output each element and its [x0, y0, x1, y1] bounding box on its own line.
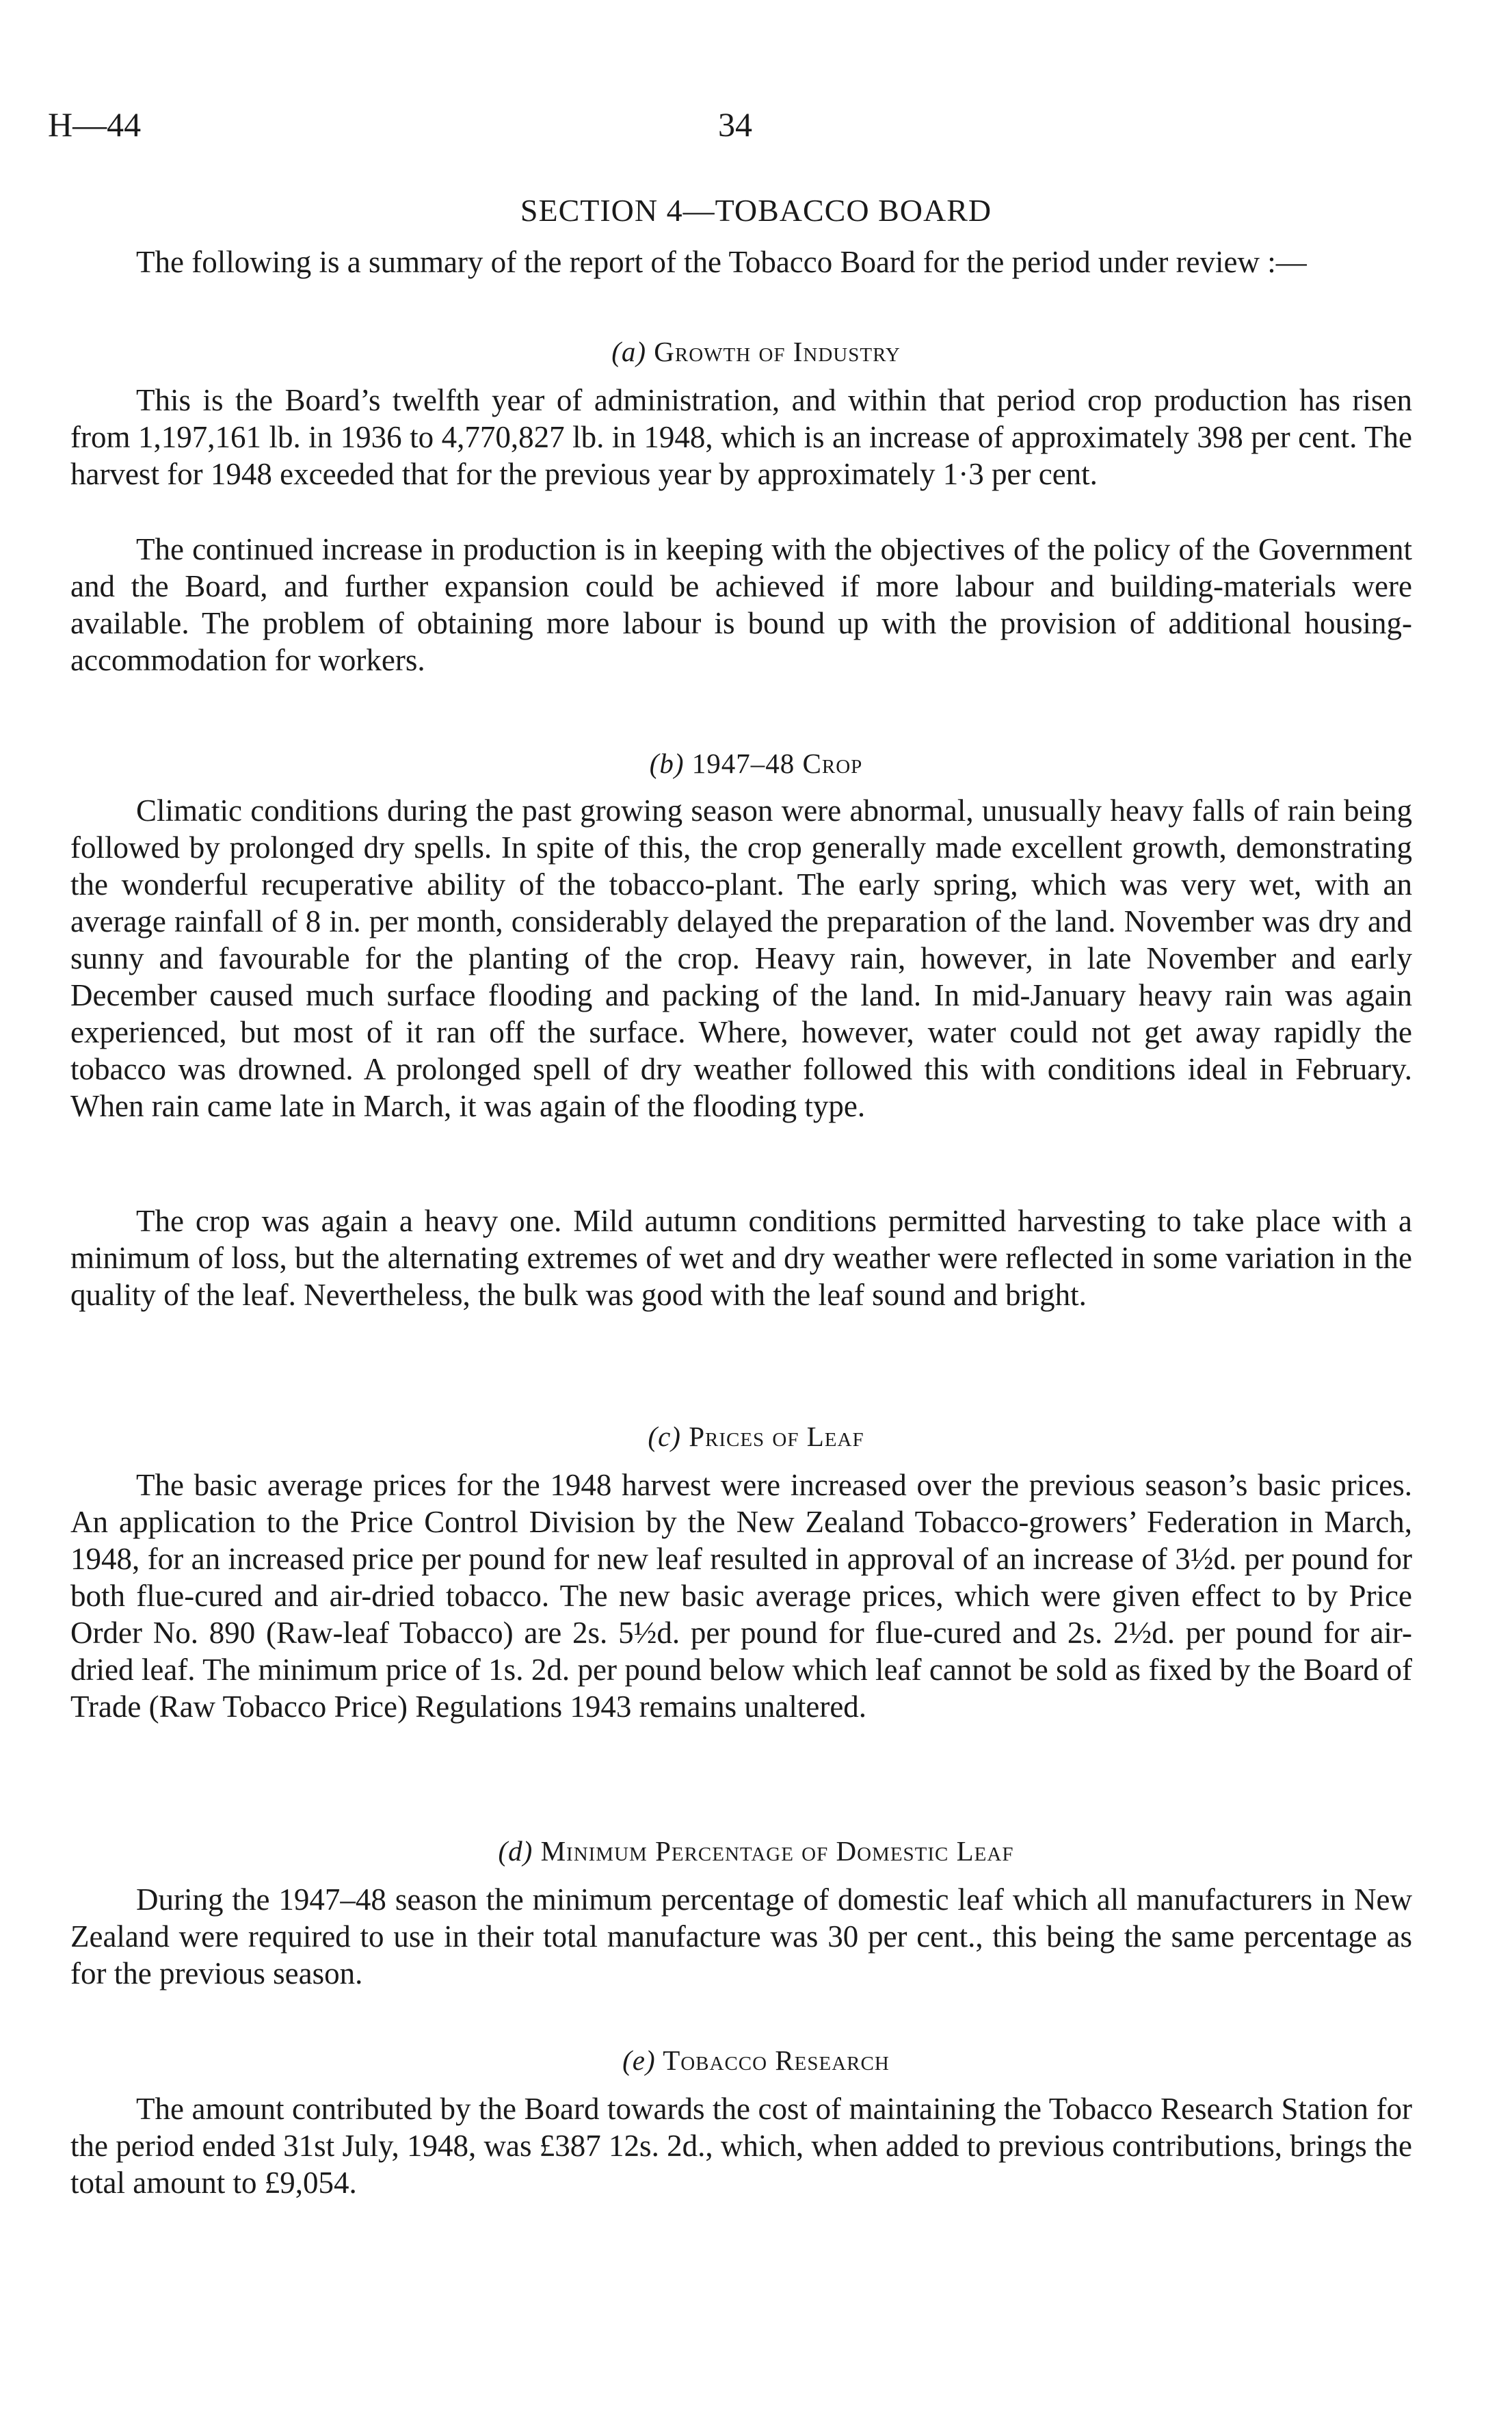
heading-title: Tobacco Research: [663, 2045, 890, 2076]
heading-label: (c): [648, 1421, 681, 1452]
heading-growth-of-industry: [0, 334, 1512, 369]
paragraph: The amount contributed by the Board towards the cost of maintaining the Tobacco Research Station for the period ended 31st July, 1948, was £387 12s. 2d., which, when added to previous contributions, brings the total amount to £9,054.: [70, 2092, 1412, 2200]
heading-title: Minimum Percentage of Domestic Leaf: [540, 1835, 1014, 1867]
page-number: 34: [718, 105, 752, 144]
heading-title: 1947–48 Crop: [691, 748, 863, 779]
heading-tobacco-research: [0, 2042, 1512, 2078]
heading-minimum-percentage: [0, 1833, 1512, 1869]
heading-label: (b): [649, 748, 685, 779]
paragraph: This is the Board’s twelfth year of administration, and within that period crop production has risen from 1,197,161 lb. in 1936 to 4,770,827 lb. in 1948, which is an increase of approximately 398 per cent. The harvest for 1948 exceeded that for the previous year by approximately 1·3 per cent.: [70, 383, 1412, 491]
heading-title: Prices of Leaf: [689, 1421, 864, 1452]
heading-label: (a): [611, 336, 647, 367]
paragraph: Climatic conditions during the past growing season were abnormal, unusually heavy falls of rain being followed by prolonged dry spells. In spite of this, the crop generally made excellent growth, demonstrating the wonderful recuperative ability of the tobacco-plant. The early spring, which was very wet, with an average rainfall of 8 in. per month, considerably delayed the preparation of the land. November was dry and sunny and favourable for the planting of the crop. Heavy rain, however, in late November and early December caused much surface flooding and packing of the land. In mid-January heavy rain was again experienced, but most of it ran off the surface. Where, however, water could not get away rapidly the tobacco was drowned. A prolonged spell of dry weather followed this with conditions ideal in February. When rain came late in March, it was again of the flooding type.: [70, 793, 1412, 1123]
paragraph: The basic average prices for the 1948 harvest were increased over the previous season’s basic prices. An application to the Price Control Division by the New Zealand Tobacco-growers’ Federation in March, 1948, for an increased price per pound for new leaf resulted in approval of an increase of 3½d. per pound for both flue-cured and air-dried tobacco. The new basic average prices, which were given effect to by Price Order No. 890 (Raw-leaf Tobacco) are 2s. 5½d. per pound for flue-cured and 2s. 2½d. per pound for air-dried leaf. The minimum price of 1s. 2d. per pound below which leaf cannot be sold as fixed by the Board of Trade (Raw Tobacco Price) Regulations 1943 remains unaltered.: [70, 1468, 1412, 1724]
heading-label: (e): [622, 2045, 656, 2076]
paragraph: The crop was again a heavy one. Mild autumn conditions permitted harvesting to take place with a minimum of loss, but the alternating extremes of wet and dry weather were reflected in some variation in the quality of the leaf. Nevertheless, the bulk was good with the leaf sound and bright.: [70, 1204, 1412, 1312]
page-reference: H—44: [48, 105, 142, 144]
heading-label: (d): [498, 1835, 533, 1867]
heading-crop: [0, 746, 1512, 781]
heading-prices-of-leaf: [0, 1419, 1512, 1454]
intro-paragraph: The following is a summary of the report of the Tobacco Board for the period under review :—: [136, 245, 1307, 279]
heading-title: Growth of Industry: [654, 336, 901, 367]
paragraph: The continued increase in production is in keeping with the objectives of the policy of the Government and the Board, and further expansion could be achieved if more labour and building-materials were available. The problem of obtaining more labour is bound up with the provision of additional housing-accommodation for workers.: [70, 532, 1412, 677]
section-title: SECTION 4—TOBACCO BOARD: [520, 193, 992, 228]
paragraph: During the 1947–48 season the minimum percentage of domestic leaf which all manufacturers in New Zealand were required to use in their total manufacture was 30 per cent., this being the same percentage as for the previous season.: [70, 1882, 1412, 1990]
